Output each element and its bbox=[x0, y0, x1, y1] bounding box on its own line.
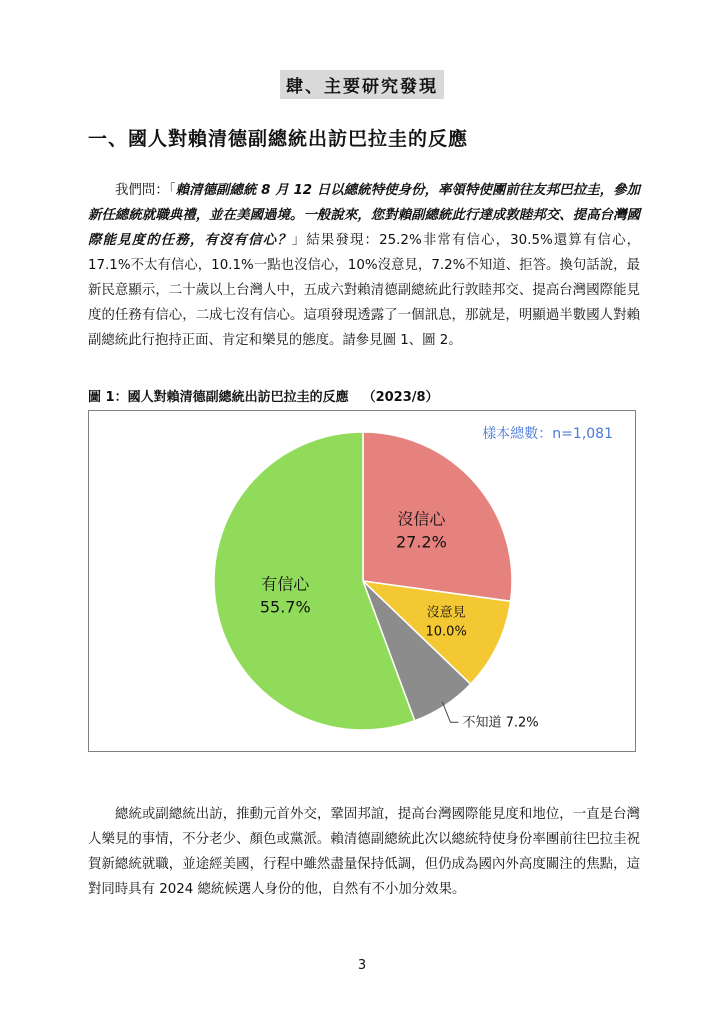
figure-year: （2023/8） bbox=[362, 390, 439, 405]
figure-caption-text: 圖 1：國人對賴清德副總統出訪巴拉圭的反應 bbox=[88, 390, 349, 405]
page-number: 3 bbox=[357, 958, 367, 973]
section-heading: 一、國人對賴清德副總統出訪巴拉圭的反應 bbox=[88, 128, 469, 150]
slice-value-label: 27.2% bbox=[395, 532, 447, 552]
figure-caption bbox=[88, 386, 439, 405]
sample-size-note: 樣本總數：n=1,081 bbox=[482, 426, 613, 442]
slice-value-label: 10.0% bbox=[425, 624, 467, 640]
result-text: 25.2%非常有信心，30.5%還算有信心，17.1%不太有信心，10.1%一點也沒信心，10%沒意見，7.2%不知道、拒答。換句話說，最新民意顯示，二十歲以上台灣人中，五成六對賴清德副總統此行敦睦邦交、提高台灣國際能見度的任務有信心，二成七沒有信心。這項發現透露了一個訊息，那就是，明顯過半數國人對賴副總統此行抱持正面、肯定和樂見的態度。請參見圖 1、圖 2。 bbox=[88, 233, 641, 348]
paragraph-intro bbox=[88, 178, 640, 353]
section-title bbox=[0, 70, 724, 99]
pie-chart-container bbox=[88, 410, 636, 752]
slice-label-outside: 不知道 7.2% bbox=[462, 715, 539, 731]
section-title-text: 肆、主要研究發現 bbox=[280, 70, 444, 99]
paragraph-intro-lead: 我們問：「 bbox=[115, 183, 176, 198]
paragraph-discussion: 總統或副總統出訪，推動元首外交，鞏固邦誼，提高台灣國際能見度和地位，一直是台灣人樂見的事情，不分老少、顏色或黨派。賴清德副總統此次以總統特使身份率團前往巴拉圭祝賀新總統就職，並途經美國，行程中雖然盡量保持低調，但仍成為國內外高度關注的焦點，這對同時具有 2024 總統候選人身份的他，自然有不小加分效果。 bbox=[88, 807, 640, 897]
slice-label: 有信心 bbox=[261, 574, 310, 594]
result-lead: 」結果發現： bbox=[291, 233, 380, 248]
slice-label: 沒意見 bbox=[426, 605, 466, 621]
slice-label: 沒信心 bbox=[397, 509, 446, 529]
pie-chart bbox=[89, 411, 637, 753]
survey-question: 賴清德副總統 8 月 12 日以總統特使身份，率領特使團前往友邦巴拉圭，參加新任總統就職典禮，並在美國過境。一般說來，您對賴副總統此行達成敦睦邦交、提高台灣國際能見度的任務，有沒有信心？ bbox=[88, 183, 640, 248]
slice-value-label: 55.7% bbox=[259, 597, 311, 617]
